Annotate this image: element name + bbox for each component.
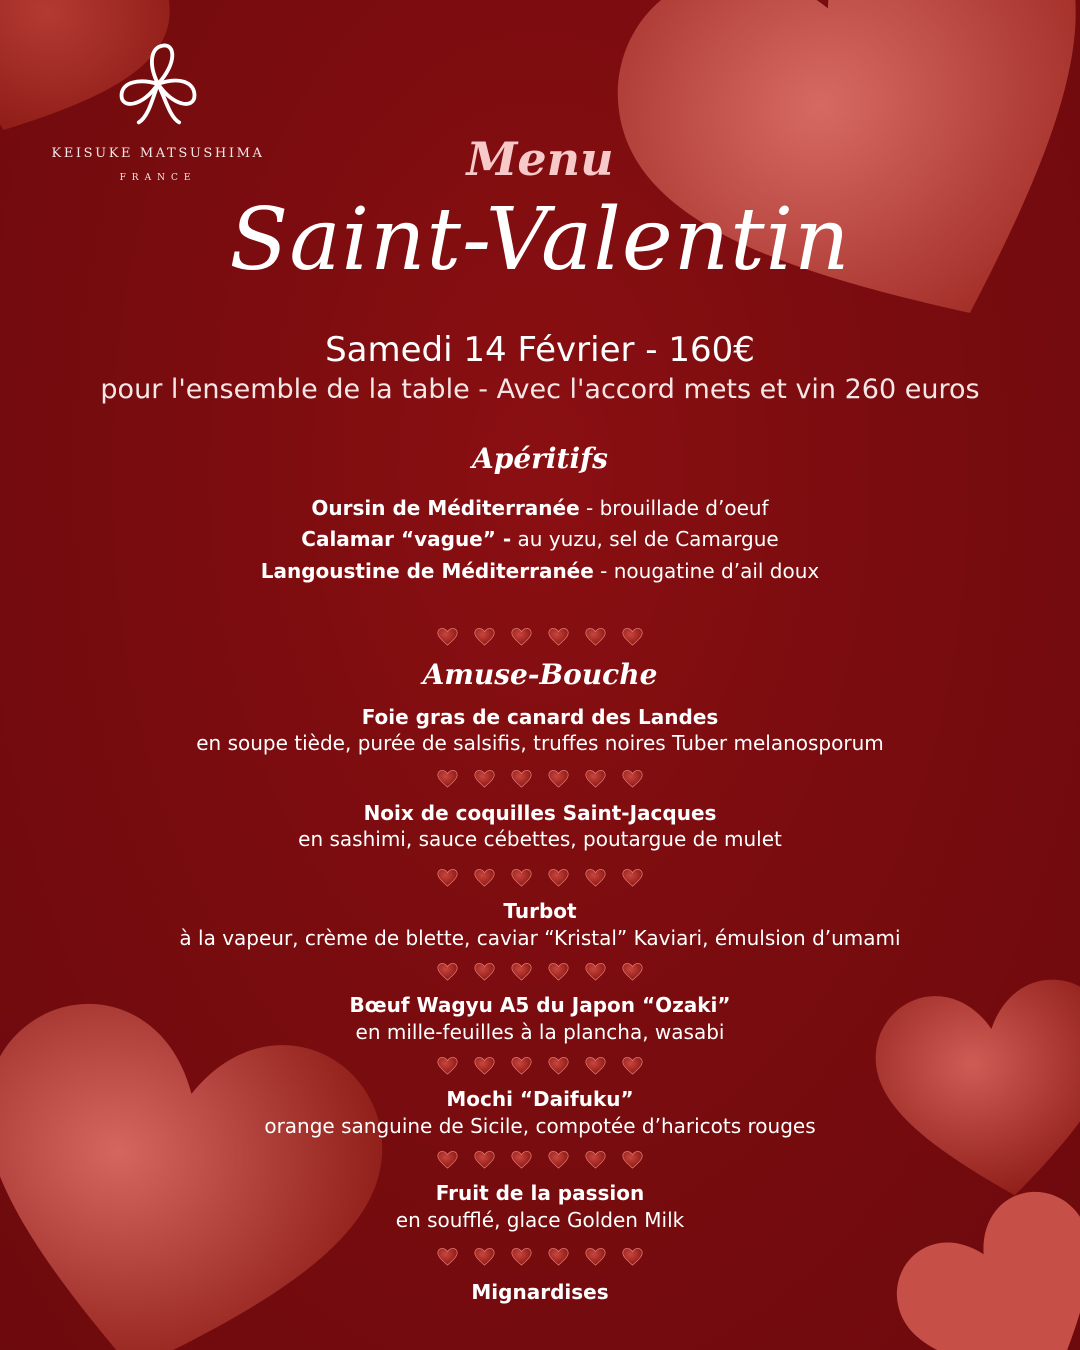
heart-icon [547, 961, 570, 986]
dish-name: Mochi “Daifuku” [446, 1087, 634, 1111]
heart-icon [510, 867, 533, 892]
section-heading-amuse-bouche: Amuse-Bouche [422, 658, 658, 691]
dish-description: en mille-feuilles à la plancha, wasabi [355, 1020, 725, 1044]
heart-divider [0, 1246, 1080, 1271]
heart-icon [510, 1246, 533, 1271]
heart-icon [510, 768, 533, 793]
heart-icon [436, 1055, 459, 1080]
heart-icon [621, 867, 644, 892]
aperitif-desc: - nougatine d’ail doux [593, 559, 820, 583]
dish-description: en sashimi, sauce cébettes, poutargue de mulet [298, 827, 782, 851]
price-subtitle: pour l'ensemble de la table - Avec l'accord mets et vin 260 euros [100, 374, 980, 405]
heart-icon [584, 867, 607, 892]
aperitif-desc: au yuzu, sel de Camargue [511, 527, 779, 551]
brand-country: FRANCE [119, 173, 197, 183]
heart-icon [547, 1149, 570, 1174]
heart-icon [547, 867, 570, 892]
heart-icon [621, 961, 644, 986]
heart-icon [436, 961, 459, 986]
heart-divider [0, 626, 1080, 651]
heart-divider [0, 768, 1080, 793]
heart-icon [473, 961, 496, 986]
heart-icon [584, 1055, 607, 1080]
heart-icon [584, 768, 607, 793]
heart-icon [473, 626, 496, 651]
dish-description: en soufflé, glace Golden Milk [395, 1208, 685, 1232]
heart-icon [436, 1246, 459, 1271]
heart-icon [547, 626, 570, 651]
brand-name: KEISUKE MATSUSHIMA [51, 146, 265, 161]
dish-name: Turbot [503, 899, 577, 923]
menu-heading: Menu [466, 132, 614, 186]
flower-ribbon-icon [110, 36, 206, 132]
heart-icon [473, 1149, 496, 1174]
heart-icon [547, 1055, 570, 1080]
heart-icon [510, 961, 533, 986]
section-heading-aperitifs: Apéritifs [472, 442, 608, 475]
heart-icon [584, 1149, 607, 1174]
aperitif-item [0, 559, 1080, 583]
heart-icon [584, 626, 607, 651]
aperitif-item [0, 496, 1080, 520]
page-title: Saint-Valentin [229, 190, 851, 290]
heart-icon [473, 1246, 496, 1271]
dish-description: à la vapeur, crème de blette, caviar “Kristal” Kaviari, émulsion d’umami [179, 926, 901, 950]
aperitif-desc: - brouillade d’oeuf [579, 496, 769, 520]
aperitif-name: Oursin de Méditerranée [311, 496, 580, 520]
date-price: Samedi 14 Février - 160€ [325, 330, 755, 370]
heart-divider [0, 1149, 1080, 1174]
heart-icon [436, 1149, 459, 1174]
dish-name: Foie gras de canard des Landes [361, 705, 719, 729]
heart-icon [510, 626, 533, 651]
heart-icon [584, 961, 607, 986]
heart-icon [473, 1055, 496, 1080]
aperitif-name: Langoustine de Méditerranée [260, 559, 594, 583]
aperitif-name: Calamar “vague” - [301, 527, 512, 551]
aperitif-item [0, 527, 1080, 551]
heart-icon [621, 1055, 644, 1080]
heart-icon [621, 768, 644, 793]
heart-icon [621, 626, 644, 651]
dish-name: Bœuf Wagyu A5 du Japon “Ozaki” [349, 993, 731, 1017]
heart-icon [510, 1055, 533, 1080]
heart-divider [0, 867, 1080, 892]
finale-item: Mignardises [471, 1280, 609, 1304]
dish-name: Fruit de la passion [435, 1181, 645, 1205]
heart-divider [0, 1055, 1080, 1080]
dish-description: en soupe tiède, purée de salsifis, truffes noires Tuber melanosporum [196, 731, 884, 755]
heart-divider [0, 961, 1080, 986]
heart-icon [621, 1149, 644, 1174]
heart-icon [436, 768, 459, 793]
heart-icon [473, 768, 496, 793]
heart-icon [547, 1246, 570, 1271]
dish-name: Noix de coquilles Saint-Jacques [363, 801, 717, 825]
dish-description: orange sanguine de Sicile, compotée d’haricots rouges [264, 1114, 816, 1138]
heart-icon [621, 1246, 644, 1271]
heart-icon [584, 1246, 607, 1271]
heart-icon [547, 768, 570, 793]
heart-icon [473, 867, 496, 892]
heart-icon [436, 626, 459, 651]
heart-icon [436, 867, 459, 892]
heart-icon [510, 1149, 533, 1174]
